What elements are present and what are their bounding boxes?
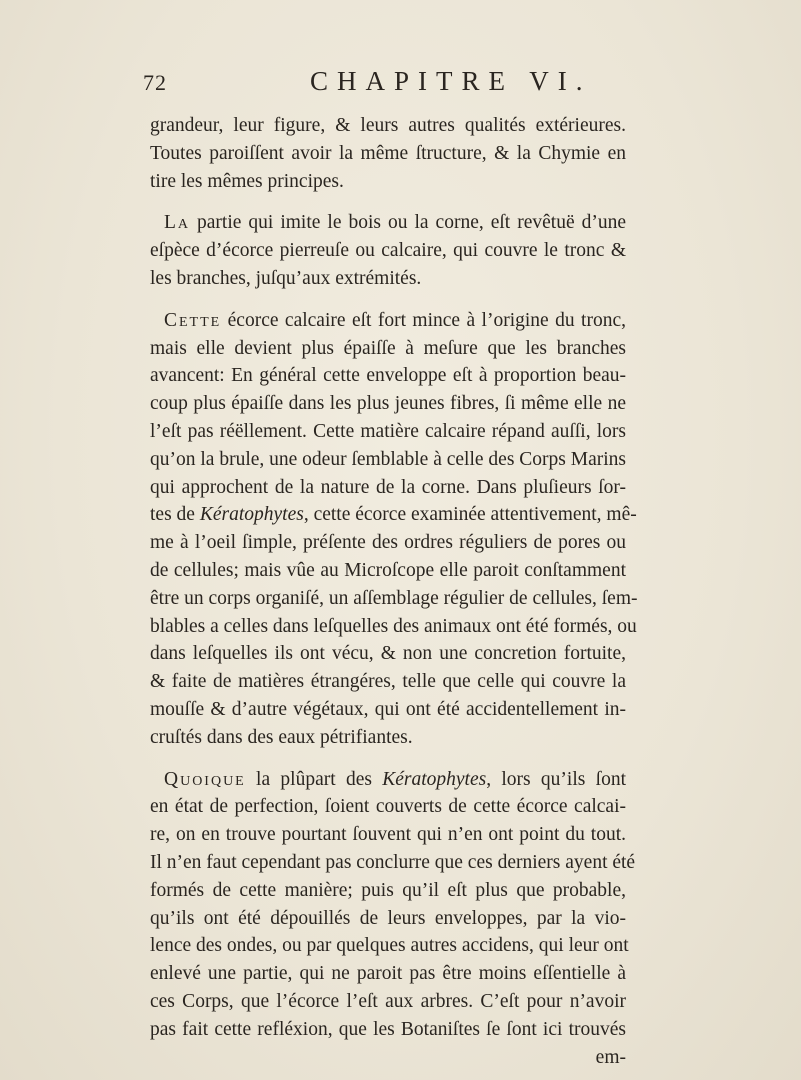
- text-line: tire les mêmes principes.: [150, 170, 344, 192]
- text-line: re, on en trouve pourtant ſouvent qui n’en ont point du tout.: [150, 824, 626, 846]
- text-line: avancent: En général cette enveloppe eſt à proportion beau-: [150, 365, 626, 387]
- text-run: écorce calcaire eſt fort mince à l’origine du tronc,: [221, 309, 626, 331]
- text-line: qu’on la brule, une odeur ſemblable à celle des Corps Marins: [150, 448, 626, 470]
- text-line: enlevé une partie, qui ne paroit pas être moins eſſentielle à: [150, 963, 626, 985]
- text-line: lence des ondes, ou par quelques autres accidens, qui leur ont: [150, 935, 629, 957]
- italic-term: Kératophytes: [199, 504, 304, 526]
- text-line: les branches, juſqu’aux extrémités.: [150, 267, 422, 289]
- paragraph-lead: La: [164, 212, 191, 234]
- text-run: , cette écorce examinée attentivement, mê-: [303, 504, 637, 526]
- text-line: mais elle devient plus épaiſſe à meſure que les branches: [150, 337, 626, 359]
- text-line: [150, 766, 626, 794]
- text-line: me à l’oeil ſimple, préſente des ordres réguliers de pores ou: [150, 532, 626, 554]
- text-line: l’eſt pas réëllement. Cette matière calcaire répand auſſi, lors: [150, 420, 626, 442]
- italic-term: Kératophytes: [382, 768, 487, 790]
- text-line: grandeur, leur figure, & leurs autres qualités extérieures.: [150, 115, 626, 136]
- text-run: la plûpart des: [245, 768, 383, 790]
- text-run: partie qui imite le bois ou la corne, eſt revêtuë d’une: [190, 212, 626, 234]
- text-line: formés de cette manière; puis qu’il eſt plus que probable,: [150, 879, 626, 901]
- page-number: 72: [143, 70, 167, 95]
- text-line: [150, 501, 637, 529]
- text-line: qu’ils ont été dépouillés de leurs enveloppes, par la vio-: [150, 907, 626, 929]
- text-line: [150, 307, 626, 335]
- text-line: eſpèce d’écorce pierreuſe ou calcaire, qui couvre le tronc &: [150, 240, 626, 262]
- text-line: blables a celles dans leſquelles des animaux ont été formés, ou: [150, 615, 637, 637]
- text-line: Il n’en faut cependant pas conclurre que ces derniers ayent été: [150, 851, 636, 873]
- running-head: CHAPITRE VI.: [310, 66, 592, 96]
- text-line: de cellules; mais vûe au Microſcope elle paroit conſtamment: [150, 559, 626, 581]
- text-line: en état de perfection, ſoient couverts de cette écorce calcai-: [150, 796, 626, 818]
- text-line: mouſſe & d’autre végétaux, qui ont été accidentellement in-: [150, 698, 626, 720]
- text-line: ces Corps, que l’écorce l’eſt aux arbres. C’eſt pour n’avoir: [150, 990, 626, 1012]
- text-line: pas fait cette refléxion, que les Botaniſtes ſe ſont ici trouvés: [150, 1018, 626, 1040]
- text-line: [150, 209, 626, 237]
- text-line: Toutes paroiſſent avoir la même ſtructure, & la Chymie en: [150, 142, 626, 164]
- text-line: être un corps organiſé, un aſſemblage régulier de cellules, ſem-: [150, 587, 638, 609]
- catchword: em-: [595, 1046, 626, 1068]
- text-run: tes de: [150, 504, 200, 526]
- text-line: dans leſquelles ils ont vécu, & non une concretion fortuite,: [150, 643, 626, 665]
- text-line: & faite de matières étrangéres, telle que celle qui couvre la: [150, 671, 626, 693]
- text-line: cruſtés dans des eaux pétrifiantes.: [150, 726, 413, 748]
- text-line: qui approchent de la nature de la corne. Dans pluſieurs ſor-: [150, 476, 626, 498]
- text-run: , lors qu’ils ſont: [486, 768, 626, 790]
- paragraph-lead: Cette: [164, 309, 222, 331]
- body-text: [150, 112, 638, 1071]
- text-line: coup plus épaiſſe dans les plus jeunes fibres, ſi même elle ne: [150, 393, 626, 415]
- paragraph-lead: Quoique: [164, 768, 246, 790]
